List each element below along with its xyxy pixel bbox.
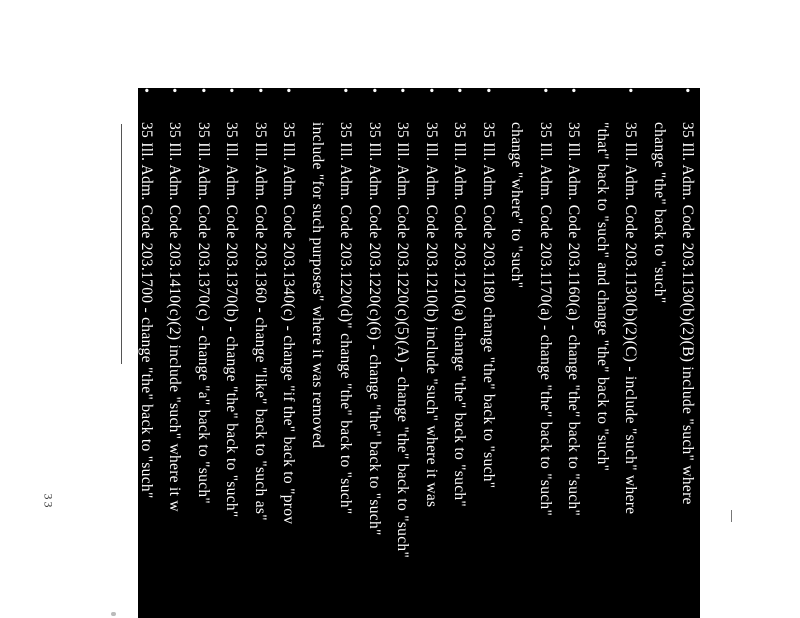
list-line <box>193 88 212 504</box>
list-line <box>250 88 269 521</box>
bullet-marker: • <box>223 88 238 94</box>
bullet-marker: • <box>195 88 210 94</box>
list-line <box>308 88 326 448</box>
line-text: 35 Ill. Adm. Code 203.1340(c) - change "if the" back to "prov <box>280 122 297 525</box>
list-line <box>138 88 155 499</box>
scan-speck <box>111 612 116 616</box>
line-text: 35 Ill. Adm. Code 203.1170(a) - change "the" back to "such" <box>537 122 554 517</box>
bullet-marker: • <box>280 88 295 94</box>
line-text: 35 Ill. Adm. Code 203.1130(b)(2)(C) - include "such" where <box>622 122 639 515</box>
list-line <box>221 88 240 518</box>
bullet-marker: • <box>138 88 153 94</box>
list-line <box>421 88 440 507</box>
list-line <box>620 88 639 514</box>
list-line <box>593 88 611 471</box>
line-text: 35 Ill. Adm. Code 203.1180 change "the" back to "such" <box>480 122 497 489</box>
line-text: 35 Ill. Adm. Code 203.1220(c)(6) - change "the" back to "such" <box>366 122 383 536</box>
bullet-marker: • <box>622 88 637 94</box>
line-text: 35 Ill. Adm. Code 203.1370(b) - change "the" back to "such" <box>223 122 240 518</box>
line-text: "that" back to "such" and change "the" back to "such" <box>594 122 611 472</box>
bullet-marker: • <box>480 88 495 94</box>
bullet-marker: • <box>679 88 694 94</box>
line-text: 35 Ill. Adm. Code 203.1360 - change "like" back to "such as" <box>252 122 269 521</box>
line-text: change "where" to "such" <box>508 122 525 289</box>
list-line <box>164 88 183 512</box>
line-text: 35 Ill. Adm. Code 203.1210(a) change "the" back to "such" <box>451 122 468 508</box>
list-line <box>677 88 696 505</box>
list-line <box>650 88 668 303</box>
line-text: 35 Ill. Adm. Code 203.1220(c)(5)(A) - change "the" back to "such" <box>394 122 411 559</box>
rotated-text-block <box>138 88 700 618</box>
list-line <box>278 88 297 524</box>
line-text: change "the" back to "such" <box>651 122 668 304</box>
line-text: 35 Ill. Adm. Code 203.1700 - change "the" back to "such" <box>138 122 155 499</box>
line-text: 35 Ill. Adm. Code 203.1410(c)(2) include "such" where it w <box>166 122 183 512</box>
bullet-marker: • <box>166 88 181 94</box>
line-text: 35 Ill. Adm. Code 203.1220(d)" change "the" back to "such" <box>337 122 354 515</box>
list-line <box>478 88 497 488</box>
margin-rule <box>121 124 122 364</box>
list-line <box>563 88 582 516</box>
scan-mark <box>731 510 732 522</box>
list-line <box>535 88 554 516</box>
line-text: 35 Ill. Adm. Code 203.1370(c) - change "a" back to "such" <box>195 122 212 505</box>
bullet-marker: • <box>565 88 580 94</box>
line-text: include "for such purposes" where it was removed <box>309 122 326 449</box>
list-line <box>392 88 411 558</box>
page-number: 33 <box>41 493 56 510</box>
bullet-marker: • <box>451 88 466 94</box>
bullet-marker: • <box>366 88 381 94</box>
list-line <box>449 88 468 507</box>
list-line <box>335 88 354 515</box>
bullet-marker: • <box>423 88 438 94</box>
bullet-marker: • <box>337 88 352 94</box>
list-line <box>364 88 383 536</box>
line-text: 35 Ill. Adm. Code 203.1210(b) include "such" where it was <box>423 122 440 508</box>
list-line <box>507 88 525 288</box>
line-text: 35 Ill. Adm. Code 203.1160(a) - change "the" back to "such" <box>565 122 582 517</box>
scanned-page-panel <box>138 88 700 618</box>
bullet-marker: • <box>537 88 552 94</box>
bullet-marker: • <box>252 88 267 94</box>
bullet-marker: • <box>394 88 409 94</box>
line-text: 35 Ill. Adm. Code 203.1130(b)(2)(B) include "such" where <box>679 122 696 505</box>
